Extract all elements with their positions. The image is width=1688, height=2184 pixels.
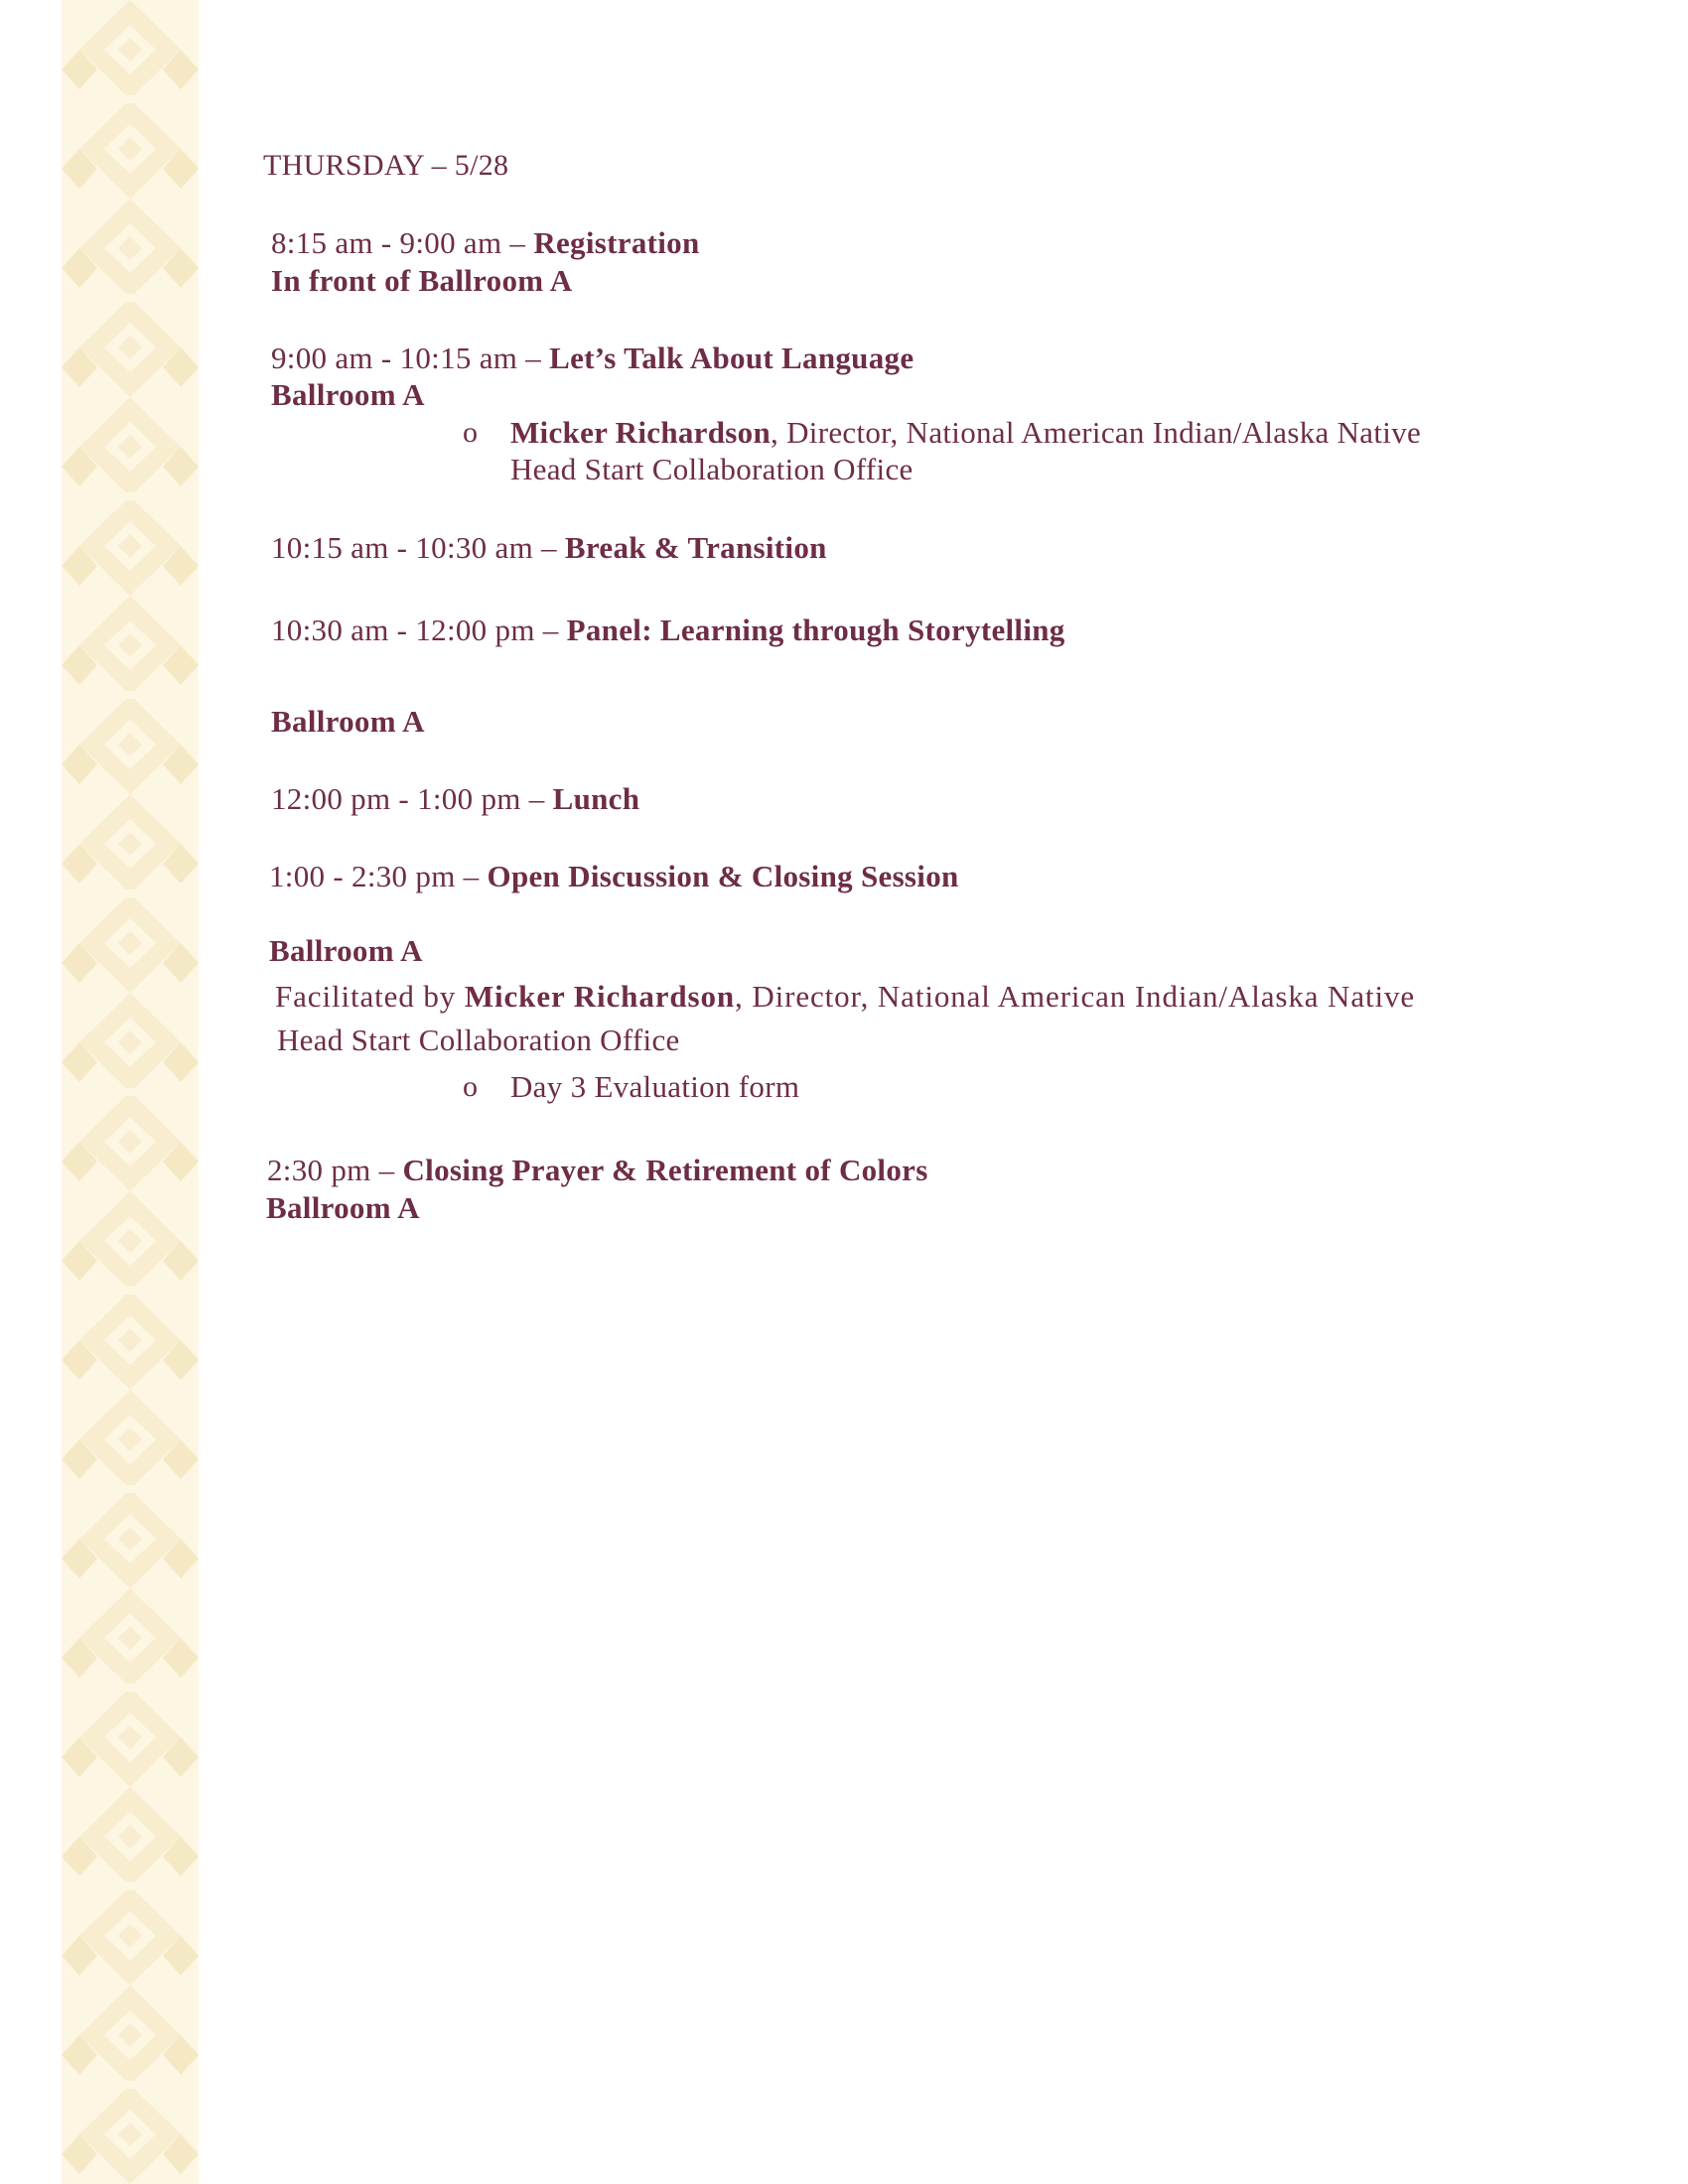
session-separator: – [501,225,534,260]
session-separator: – [517,341,550,375]
session-time: 9:00 am - 10:15 am [271,341,518,375]
session-separator: – [534,613,567,647]
session-title: Registration [533,225,700,260]
session-panel [271,612,1065,649]
session-break [271,529,827,567]
session-title: Break & Transition [564,530,827,565]
session-time: 12:00 pm - 1:00 pm [271,781,521,816]
speaker-name: Micker Richardson [464,979,736,1014]
session-separator: – [533,530,565,565]
session-separator: – [520,781,553,816]
session-location: In front of Ballroom A [271,263,573,298]
session-location: Ballroom A [266,1190,420,1225]
speaker-role: , Director, National American Indian/Alaska Native [771,415,1422,450]
session-title: Lunch [552,781,640,816]
session-lunch [271,780,639,818]
session-title: Panel: Learning through Storytelling [566,613,1065,647]
session-location: Ballroom A [269,933,423,968]
session-time: 10:15 am - 10:30 am [271,530,533,565]
speaker-role-continued: Head Start Collaboration Office [510,452,914,486]
session-time: 10:30 am - 12:00 pm [271,613,535,647]
bullet-icon: o [463,416,478,449]
session-registration [271,224,700,262]
session-separator: – [370,1153,403,1187]
facilitator-line [275,978,1415,1016]
facilitated-prefix: Facilitated by [275,979,465,1014]
session-location: Ballroom A [271,704,425,739]
session-language [271,340,914,377]
speaker-line [510,414,1421,452]
session-closing-discussion [269,858,959,895]
speaker-name: Micker Richardson [510,415,771,450]
speaker-role-continued: Head Start Collaboration Office [277,1023,680,1057]
day-heading: THURSDAY – 5/28 [263,149,509,182]
session-closing-prayer [267,1152,928,1189]
session-title: Let’s Talk About Language [549,341,914,375]
session-location: Ballroom A [271,377,425,412]
bullet-item: Day 3 Evaluation form [510,1069,800,1104]
session-time: 1:00 - 2:30 pm [269,859,456,893]
session-title: Closing Prayer & Retirement of Colors [402,1153,928,1187]
session-time: 2:30 pm [267,1153,371,1187]
session-separator: – [455,859,488,893]
session-time: 8:15 am - 9:00 am [271,225,502,260]
session-title: Open Discussion & Closing Session [487,859,959,893]
bullet-icon: o [463,1070,478,1103]
speaker-role: , Director, National American Indian/Alaska Native [735,979,1416,1014]
